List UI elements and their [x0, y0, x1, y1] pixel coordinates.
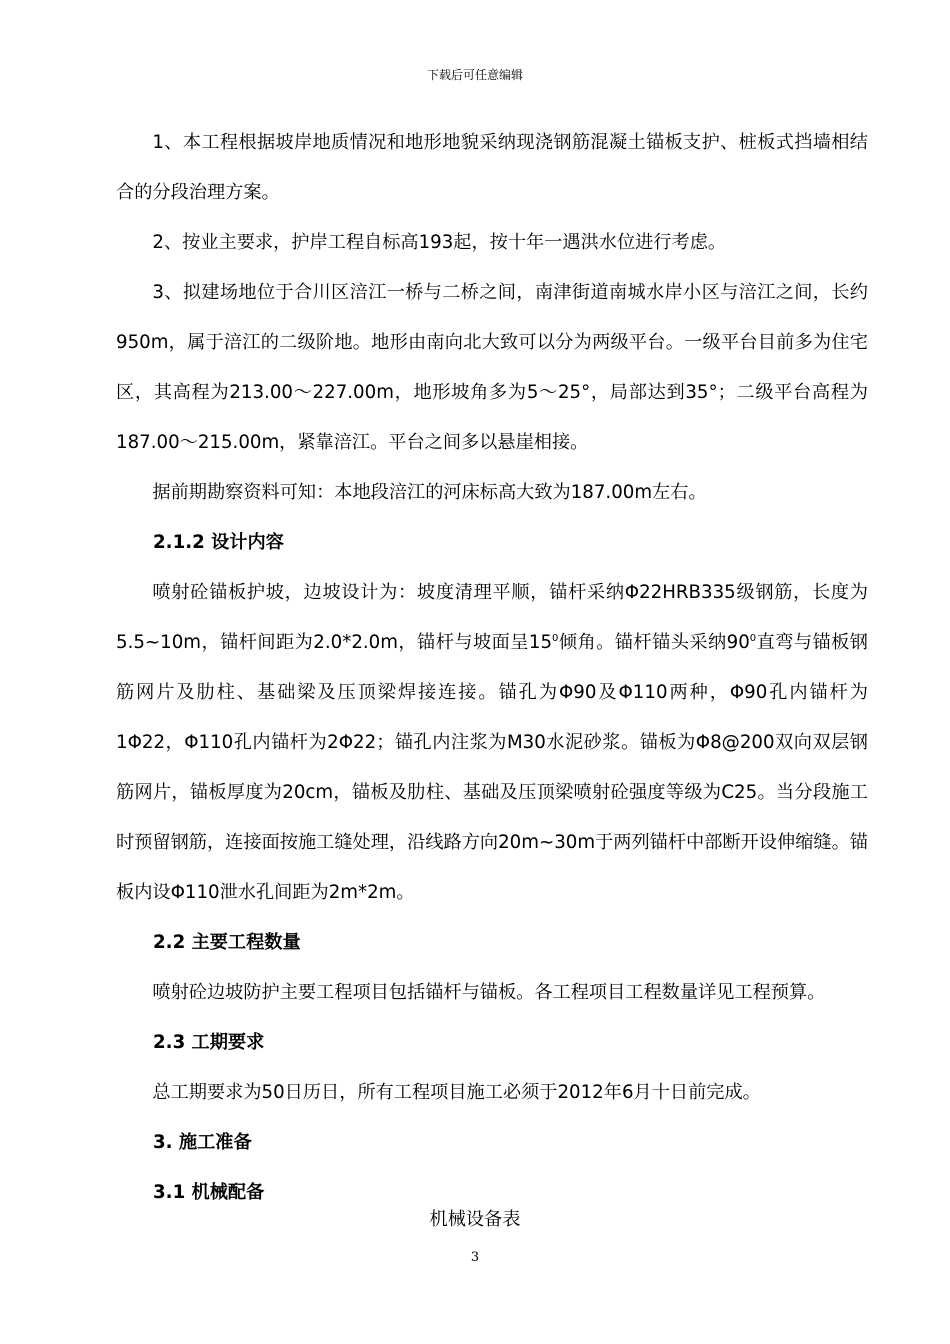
design-text-c: 直弯与锚板钢筋网片及肋柱、基础梁及压顶梁焊接连接。锚孔为Φ90及Φ110两种，Φ90孔内锚杆为1Φ22，Φ110孔内锚杆为2Φ22；锚孔内注浆为M30水泥砂浆。锚板为Φ8@200双向双层钢筋网片，锚板厚度为20cm，锚板及肋柱、基础及压顶梁喷射砼强度等级为C25。当分段施工时预留钢筋，连接面按施工缝处理，沿线路方向20m~30m于两列锚杆中部断开设伸缩缝。锚板内设Φ110泄水孔间距为2m*2m。 — [116, 632, 868, 903]
quantity-paragraph: 喷射砼边坡防护主要工程项目包括锚杆与锚板。各工程项目工程数量详见工程预算。 — [152, 982, 826, 1003]
document-body — [116, 118, 868, 1218]
schedule-paragraph: 总工期要求为50日历日，所有工程项目施工必须于2012年6月十日前完成。 — [152, 1082, 761, 1103]
header-note: 下载后可任意编辑 — [426, 68, 523, 82]
design-text-b: 倾角。锚杆锚头采纳90 — [558, 632, 750, 653]
section-heading-3: 3. 施工准备 — [153, 1132, 252, 1153]
design-text-a: 喷射砼锚板护坡，边坡设计为：坡度清理平顺，锚杆采纳Φ22HRB335级钢筋，长度为5.5~10m，锚杆间距为2.0*2.0m，锚杆与坡面呈15 — [116, 582, 868, 653]
paragraph-2: 2、按业主要求，护岸工程自标高193起，按十年一遇洪水位进行考虑。 — [152, 232, 727, 253]
section-heading-2-3: 2.3 工期要求 — [153, 1032, 265, 1053]
design-content-paragraph — [116, 568, 868, 918]
section-heading-3-1: 3.1 机械配备 — [153, 1182, 265, 1203]
paragraph-3: 3、拟建场地位于合川区涪江一桥与二桥之间，南津街道南城水岸小区与涪江之间，长约950m，属于涪江的二级阶地。地形由南向北大致可以分为两级平台。一级平台目前多为住宅区，其高程为213.00～227.00m，地形坡角多为5～25°，局部达到35°；二级平台高程为187.00～215.00m，紧靠涪江。平台之间多以悬崖相接。 — [116, 282, 868, 453]
page-number: 3 — [470, 1250, 480, 1265]
paragraph-1: 1、本工程根据坡岸地质情况和地形地貌采纳现浇钢筋混凝土锚板支护、桩板式挡墙相结合的分段治理方案。 — [116, 132, 868, 203]
paragraph-4: 据前期勘察资料可知：本地段涪江的河床标高大致为187.00m左右。 — [152, 482, 707, 503]
superscript-degree-b: 0 — [749, 632, 757, 644]
section-heading-2-2: 2.2 主要工程数量 — [153, 932, 301, 953]
table-caption: 机械设备表 — [429, 1209, 521, 1230]
superscript-degree-a: 0 — [552, 632, 559, 644]
section-heading-2-1-2: 2.1.2 设计内容 — [153, 532, 284, 553]
